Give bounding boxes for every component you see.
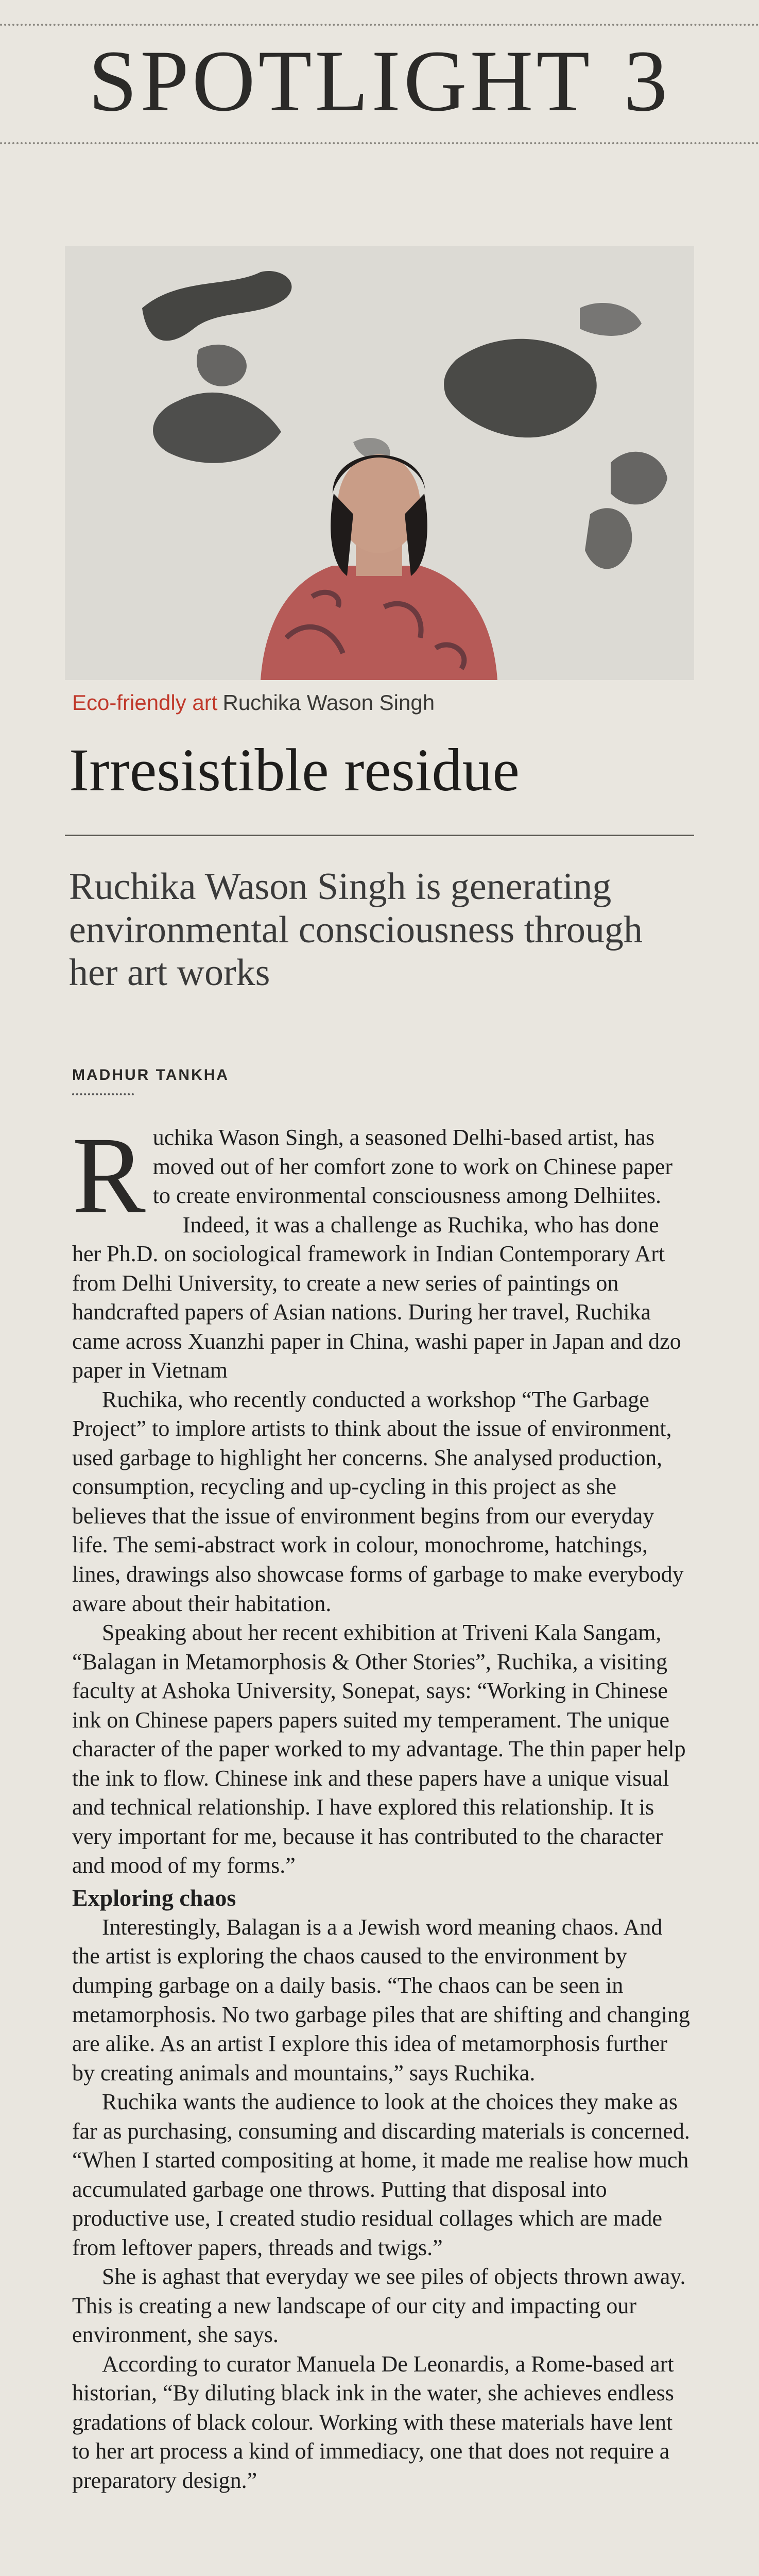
caption-text: Ruchika Wason Singh	[222, 690, 435, 715]
body-paragraph: Interestingly, Balagan is a a Jewish word meaning chaos. And the artist is exploring the chaos caused to the environment by dumping garbage on a daily basis. “The chaos can be seen in metamorphosis. No two garbage piles that are shifting and changing are alike. As an artist I explore this idea of metamorphosis further by creating animals and mountains,” says Ruchika.	[72, 1914, 690, 2086]
photo-caption	[72, 690, 435, 715]
header-dotted-rule	[0, 142, 759, 144]
body-paragraph: Ruchika wants the audience to look at the choices they make as far as purchasing, consuming and discarding materials is concerned. “When I started compositing at home, it made me realise how much accumulated garbage one throws. Putting that disposal into productive use, I created studio residual collages which are made from leftover papers, threads and twigs.”	[72, 2089, 690, 2260]
byline: MADHUR TANKHA	[72, 1066, 230, 1083]
headline: Irresistible residue	[69, 736, 520, 804]
body-paragraph: Speaking about her recent exhibition at Triveni Kala Sangam, “Balagan in Metamorphosis & Other Stories”, Ruchika, a visiting faculty at Ashoka University, Sonepat, says: “Working in Chinese ink on Chinese papers papers suited my temperament. The unique character of the paper worked to my advantage. The thin paper help the ink to flow. Chinese ink and these papers have a unique visual and technical relationship. I have explored this relationship. It is very important for me, because it has contributed to the character and mood of my forms.”	[72, 1620, 686, 1878]
headline-rule	[65, 835, 694, 836]
body-paragraph: Indeed, it was a challenge as Ruchika, who has done her Ph.D. on sociological framework in Indian Contemporary Art from Delhi University, to create a new series of paintings on handcrafted papers of Asian nations. During her travel, Ruchika came across Xuanzhi paper in China, washi paper in Japan and dzo paper in Vietnam	[72, 1212, 681, 1383]
section-title: SPOTLIGHT	[88, 32, 593, 129]
byline-dotted-mark	[72, 1093, 134, 1095]
subheading: Exploring chaos	[72, 1884, 236, 1911]
body-paragraph: Ruchika, who recently conducted a workshop “The Garbage Project” to implore artists to think about the issue of environment, used garbage to highlight her concerns. She analysed production, consumption, recycling and up-cycling in this project as she believes that the issue of environment begins from our everyday life. The semi-abstract work in colour, monochrome, hatchings, lines, drawings also showcase forms of garbage to make everybody aware about their habitation.	[72, 1386, 684, 1616]
page-number: 3	[624, 32, 671, 129]
top-dotted-rule	[0, 24, 759, 26]
body-paragraph: Ruchika Wason Singh, a seasoned Delhi-based artist, has moved out of her comfort zone to work on Chinese paper to create environmental consciousness among Delhiites.	[72, 1114, 673, 1236]
article-body	[72, 1114, 690, 2496]
body-paragraph: According to curator Manuela De Leonardis, a Rome-based art historian, “By diluting black ink in the water, she achieves endless gradations of black colour. Working with these materials have lent to her art process a kind of immediacy, one that does not require a preparatory design.”	[72, 2351, 674, 2494]
artist-photo	[65, 246, 694, 680]
section-header	[0, 32, 759, 129]
standfirst: Ruchika Wason Singh is generating environmental consciousness through her art works	[69, 866, 643, 994]
body-paragraph: She is aghast that everyday we see piles of objects thrown away. This is creating a new landscape of our city and impacting our environment, she says.	[72, 2264, 686, 2348]
caption-tag: Eco-friendly art	[72, 690, 218, 715]
